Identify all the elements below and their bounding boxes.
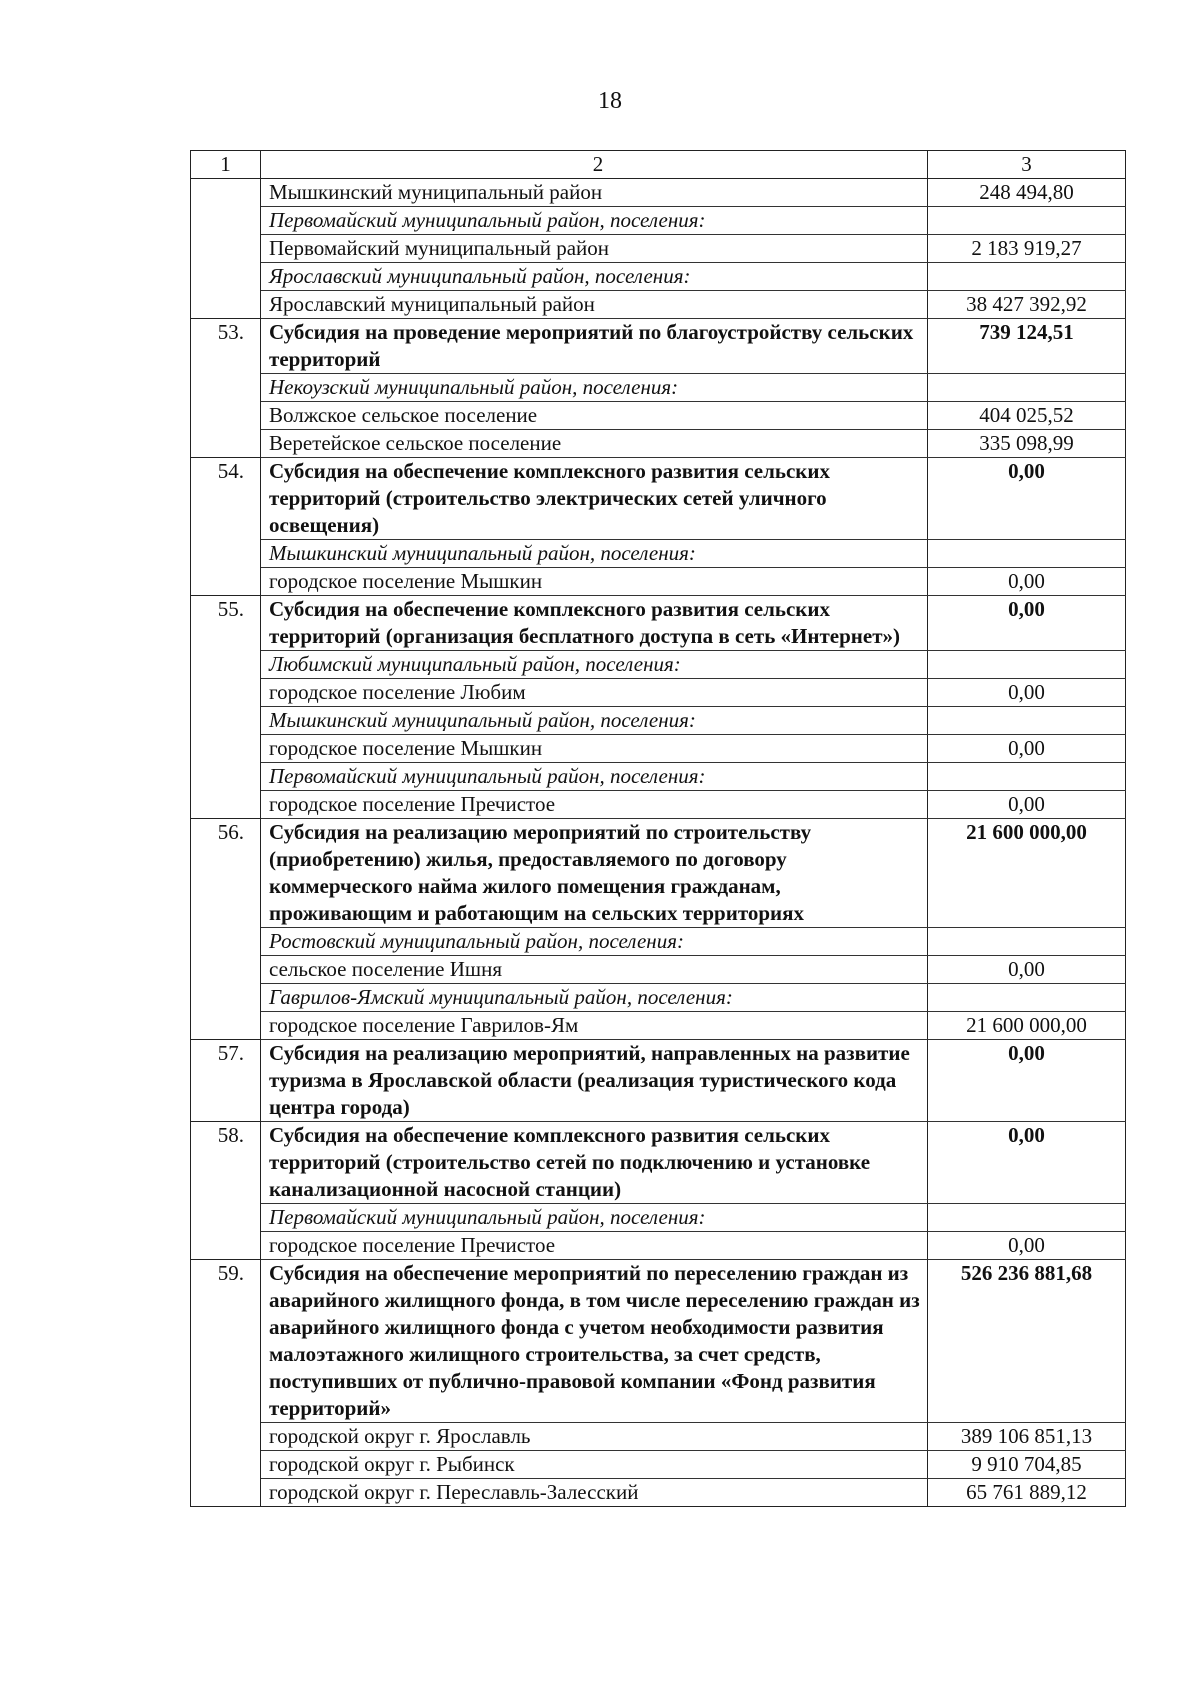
district-row: [191, 207, 1126, 235]
row-number: 57.: [191, 1040, 261, 1122]
row-name: городской округ г. Переславль-Залесский: [261, 1479, 928, 1507]
row-name: Субсидия на обеспечение комплексного развития сельских территорий (организация бесплатного доступа в сеть «Интернет»): [261, 596, 928, 651]
table-row: [191, 291, 1126, 319]
table-row: [191, 956, 1126, 984]
subsidy-item-row: [191, 1122, 1126, 1204]
subsidy-item-row: [191, 596, 1126, 651]
row-amount: [928, 540, 1126, 568]
row-number: [191, 374, 261, 402]
row-number: [191, 1204, 261, 1232]
row-amount: 0,00: [928, 956, 1126, 984]
row-name: Гаврилов-Ямский муниципальный район, поселения:: [261, 984, 928, 1012]
row-amount: 739 124,51: [928, 319, 1126, 374]
row-amount: [928, 207, 1126, 235]
row-name: Волжское сельское поселение: [261, 402, 928, 430]
row-name: Субсидия на обеспечение мероприятий по переселению граждан из аварийного жилищного фонда, в том числе переселению граждан из аварийного жилищного фонда с учетом необходимости развития малоэтажного жилищного строительства, за счет средств, поступивших от публично-правовой компании «Фонд развития территорий»: [261, 1260, 928, 1423]
row-number: [191, 707, 261, 735]
row-name: Ростовский муниципальный район, поселения:: [261, 928, 928, 956]
header-col-1: 1: [191, 151, 261, 179]
row-number: [191, 763, 261, 791]
row-amount: 0,00: [928, 1232, 1126, 1260]
row-amount: [928, 928, 1126, 956]
row-amount: 0,00: [928, 458, 1126, 540]
subsidy-item-row: [191, 458, 1126, 540]
subsidy-table-body: [191, 151, 1126, 1507]
table-row: [191, 402, 1126, 430]
row-number: [191, 402, 261, 430]
row-name: Веретейское сельское поселение: [261, 430, 928, 458]
row-amount: 65 761 889,12: [928, 1479, 1126, 1507]
table-header-row: [191, 151, 1126, 179]
row-amount: [928, 763, 1126, 791]
row-number: [191, 540, 261, 568]
row-number: [191, 568, 261, 596]
row-number: [191, 263, 261, 291]
row-name: Субсидия на проведение мероприятий по благоустройству сельских территорий: [261, 319, 928, 374]
row-amount: 38 427 392,92: [928, 291, 1126, 319]
district-row: [191, 1204, 1126, 1232]
row-amount: 21 600 000,00: [928, 819, 1126, 928]
row-name: городское поселение Мышкин: [261, 568, 928, 596]
row-name: городское поселение Мышкин: [261, 735, 928, 763]
table-row: [191, 791, 1126, 819]
row-name: сельское поселение Ишня: [261, 956, 928, 984]
row-number: [191, 235, 261, 263]
row-number: [191, 430, 261, 458]
table-row: [191, 1479, 1126, 1507]
table-row: [191, 568, 1126, 596]
row-number: [191, 1423, 261, 1451]
row-amount: 248 494,80: [928, 179, 1126, 207]
row-amount: 335 098,99: [928, 430, 1126, 458]
row-name: городское поселение Пречистое: [261, 791, 928, 819]
row-name: Субсидия на обеспечение комплексного развития сельских территорий (строительство сетей по подключению и установке канализационной насосной станции): [261, 1122, 928, 1204]
table-row: [191, 430, 1126, 458]
table-row: [191, 1423, 1126, 1451]
row-number: [191, 928, 261, 956]
row-number: 58.: [191, 1122, 261, 1204]
row-amount: 9 910 704,85: [928, 1451, 1126, 1479]
table-row: [191, 679, 1126, 707]
table-row: [191, 735, 1126, 763]
row-number: [191, 956, 261, 984]
header-col-3: 3: [928, 151, 1126, 179]
row-number: [191, 735, 261, 763]
row-amount: 0,00: [928, 679, 1126, 707]
row-number: 56.: [191, 819, 261, 928]
row-name: городское поселение Любим: [261, 679, 928, 707]
district-row: [191, 763, 1126, 791]
row-amount: 0,00: [928, 791, 1126, 819]
row-amount: 0,00: [928, 1040, 1126, 1122]
district-row: [191, 984, 1126, 1012]
row-name: городское поселение Пречистое: [261, 1232, 928, 1260]
district-row: [191, 374, 1126, 402]
row-number: [191, 291, 261, 319]
row-number: [191, 1232, 261, 1260]
row-name: Первомайский муниципальный район: [261, 235, 928, 263]
row-name: городской округ г. Ярославль: [261, 1423, 928, 1451]
row-amount: 0,00: [928, 1122, 1126, 1204]
row-name: Ярославский муниципальный район, поселения:: [261, 263, 928, 291]
table-row: [191, 235, 1126, 263]
row-name: городской округ г. Рыбинск: [261, 1451, 928, 1479]
row-amount: 2 183 919,27: [928, 235, 1126, 263]
district-row: [191, 263, 1126, 291]
row-number: 59.: [191, 1260, 261, 1423]
page-number: 18: [598, 88, 622, 114]
row-number: [191, 791, 261, 819]
row-number: [191, 207, 261, 235]
row-amount: [928, 707, 1126, 735]
row-number: [191, 984, 261, 1012]
row-amount: 0,00: [928, 568, 1126, 596]
row-number: [191, 1479, 261, 1507]
header-col-2: 2: [261, 151, 928, 179]
row-amount: 526 236 881,68: [928, 1260, 1126, 1423]
row-name: Некоузский муниципальный район, поселения:: [261, 374, 928, 402]
row-name: Любимский муниципальный район, поселения:: [261, 651, 928, 679]
subsidy-item-row: [191, 819, 1126, 928]
row-amount: [928, 374, 1126, 402]
row-amount: 404 025,52: [928, 402, 1126, 430]
row-amount: 21 600 000,00: [928, 1012, 1126, 1040]
table-row: [191, 1232, 1126, 1260]
row-amount: 0,00: [928, 735, 1126, 763]
subsidy-table: [190, 150, 1126, 1507]
row-number: [191, 179, 261, 207]
row-number: [191, 651, 261, 679]
subsidy-item-row: [191, 1260, 1126, 1423]
district-row: [191, 707, 1126, 735]
row-name: Первомайский муниципальный район, поселения:: [261, 207, 928, 235]
row-amount: 0,00: [928, 596, 1126, 651]
table-row: [191, 179, 1126, 207]
row-number: [191, 1451, 261, 1479]
row-name: Субсидия на реализацию мероприятий по строительству (приобретению) жилья, предоставляемого по договору коммерческого найма жилого помещения гражданам, проживающим и работающим на сельских территориях: [261, 819, 928, 928]
subsidy-item-row: [191, 319, 1126, 374]
row-amount: [928, 651, 1126, 679]
row-name: городское поселение Гаврилов-Ям: [261, 1012, 928, 1040]
row-name: Субсидия на реализацию мероприятий, направленных на развитие туризма в Ярославской области (реализация туристического кода центра города): [261, 1040, 928, 1122]
row-name: Мышкинский муниципальный район, поселения:: [261, 707, 928, 735]
row-name: Субсидия на обеспечение комплексного развития сельских территорий (строительство электрических сетей уличного освещения): [261, 458, 928, 540]
row-number: 53.: [191, 319, 261, 374]
row-number: [191, 1012, 261, 1040]
row-name: Первомайский муниципальный район, поселения:: [261, 1204, 928, 1232]
row-name: Ярославский муниципальный район: [261, 291, 928, 319]
district-row: [191, 651, 1126, 679]
row-amount: 389 106 851,13: [928, 1423, 1126, 1451]
subsidy-item-row: [191, 1040, 1126, 1122]
table-row: [191, 1451, 1126, 1479]
row-amount: [928, 263, 1126, 291]
row-name: Мышкинский муниципальный район, поселения:: [261, 540, 928, 568]
row-amount: [928, 1204, 1126, 1232]
row-name: Первомайский муниципальный район, поселения:: [261, 763, 928, 791]
row-number: [191, 679, 261, 707]
row-number: 54.: [191, 458, 261, 540]
table-row: [191, 1012, 1126, 1040]
district-row: [191, 928, 1126, 956]
row-name: Мышкинский муниципальный район: [261, 179, 928, 207]
row-amount: [928, 984, 1126, 1012]
row-number: 55.: [191, 596, 261, 651]
district-row: [191, 540, 1126, 568]
